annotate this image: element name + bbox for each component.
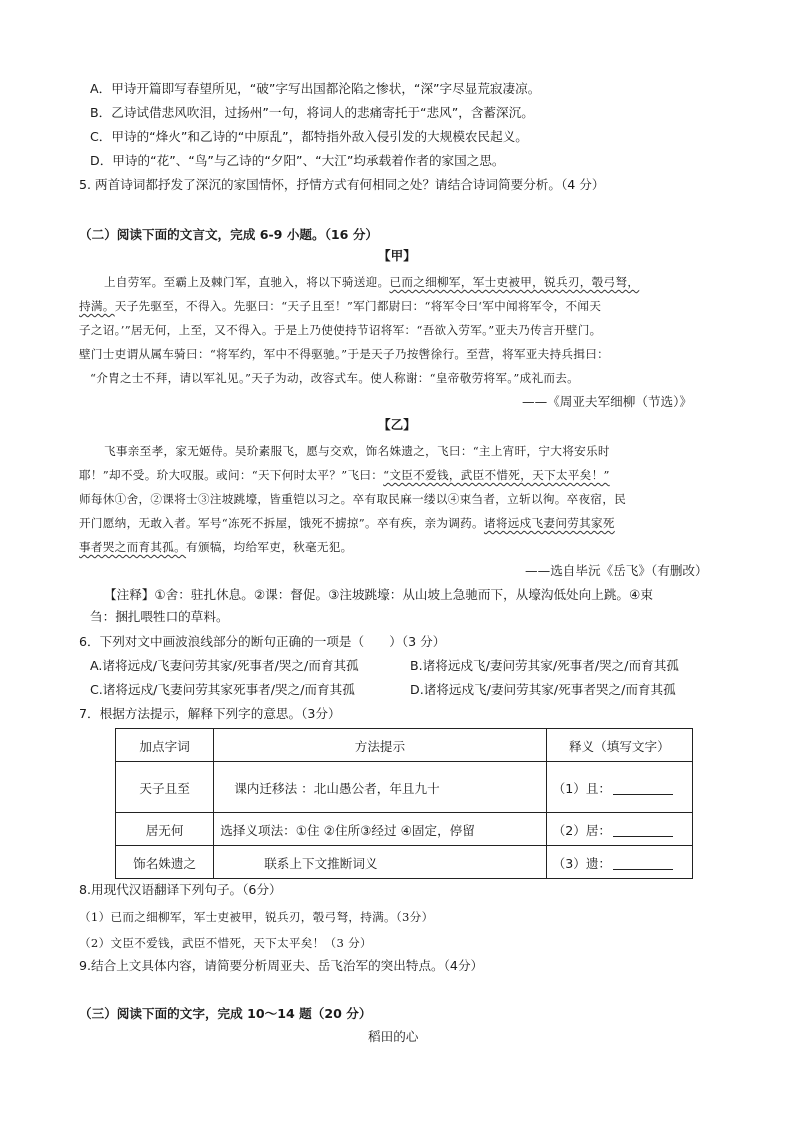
section-2-title: （二）阅读下面的文言文，完成 6-9 小题。（16 分） — [79, 227, 379, 242]
q4-option-b: B．乙诗试借悲风吹泪，过扬州”一句，将词人的悲痛寄托于“悲风”，含蓄深沉。 — [90, 105, 534, 120]
notes-line-1: 【注释】①舍：驻扎休息。②课：督促。③注坡跳壕：从山坡上急驰而下，从壕沟低处向上跳。④束 — [104, 587, 653, 602]
q6-option-d: D.诸将远戍飞/妻问劳其家/死事者哭之/而育其孤 — [410, 682, 676, 697]
q8-sentence-2: （2）文臣不爱钱，武臣不惜死，天下太平矣！（3 分） — [79, 936, 372, 950]
wavy-underline-b3: 事者哭之而育其孤。 — [79, 540, 187, 554]
passage-a-line-3: 子之诏。’”居无何，上至，又不得入。于是上乃使使持节诏将军：“吾欲入劳军。”亚夫乃传言开壁门。 — [79, 323, 602, 337]
q6-option-b: B.诸将远戍飞/妻问劳其家/死事者/哭之/而育其孤 — [410, 658, 679, 673]
passage-a-source: ——《周亚夫军细柳（节选）》 — [522, 394, 693, 409]
passage-b-line-4: 开门愿纳，无敢入者。军号“冻死不拆屋，饿死不掳掠”。卒有疾，亲为调药。诸将远戍飞妻问劳其家死 — [79, 516, 615, 530]
section-3-passage-title: 稻田的心 — [368, 1029, 419, 1044]
answer-cell[interactable]: （3）遗： — [546, 846, 692, 879]
passage-a-line-4: 壁门士吏谓从属车骑曰：“将军约，军中不得驱驰。”于是天子乃按辔徐行。至营，将军亚夫持兵揖曰： — [79, 347, 609, 361]
method-table — [115, 728, 693, 879]
method-cell: 课内迁移法 ：北山愚公者，年且九十 — [214, 762, 546, 813]
question-5: 5. 两首诗词都抒发了深沉的家国情怀，抒情方式有何相同之处？请结合诗词简要分析。（4 分） — [79, 177, 605, 192]
passage-a-heading: 【甲】 — [378, 248, 416, 263]
q6-option-c: C.诸将远戍/飞妻问劳其家死事者/哭之/而育其孤 — [90, 682, 355, 697]
header-word: 加点字词 — [116, 729, 214, 762]
answer-blank[interactable] — [613, 782, 673, 795]
passage-b-line-2: 耶！”却不受。玠大叹服。或问：“天下何时太平？”飞曰：“文臣不爱钱，武臣不惜死，天下太平矣！” — [79, 468, 610, 482]
table-header-row — [116, 729, 693, 762]
method-cell: 选择义项法：①住 ②住所③经过 ④固定，停留 — [214, 813, 546, 846]
notes-line-2: 刍：捆扎喂牲口的草料。 — [90, 609, 229, 624]
question-7-stem: 7．根据方法提示，解释下列字的意思。（3分） — [79, 706, 341, 721]
wavy-underline-a1: 已而之细柳军，军士吏被甲，锐兵刃，彀弓弩， — [389, 275, 640, 289]
q4-option-d: D．甲诗的“花”、“鸟”与乙诗的“夕阳”、“大江”均承载着作者的家国之思。 — [90, 153, 505, 168]
q4-option-c: C．甲诗的“烽火”和乙诗的“中原乱”，都特指外敌入侵引发的大规模农民起义。 — [90, 129, 528, 144]
answer-blank[interactable] — [613, 857, 673, 870]
passage-a-line-2: 持满。天子先驱至，不得入。先驱曰：“天子且至！”军门都尉曰：“将军令曰‘军中闻将军令，不闻天 — [79, 299, 602, 313]
word-cell: 天子且至 — [116, 762, 214, 813]
wavy-underline-b2: 诸将远戍飞妻问劳其家死 — [483, 516, 615, 530]
passage-b-line-3: 师每休①舍，②课将士③注坡跳壕，皆重铠以习之。卒有取民麻一缕以④束刍者，立斩以徇。卒夜宿，民 — [79, 492, 627, 506]
word-cell: 居无何 — [116, 813, 214, 846]
header-method: 方法提示 — [214, 729, 546, 762]
q4-option-a: A．甲诗开篇即写春望所见，“破”字写出国都沦陷之惨状，“深”字尽显荒寂凄凉。 — [90, 81, 541, 96]
answer-cell[interactable]: （2）居： — [546, 813, 692, 846]
question-6-stem: 6．下列对文中画波浪线部分的断句正确的一项是（ ）（3 分） — [79, 634, 446, 649]
answer-cell[interactable]: （1）且： — [546, 762, 692, 813]
question-9: 9.结合上文具体内容，请简要分析周亚夫、岳飞治军的突出特点。（4分） — [79, 958, 484, 973]
method-cell: 联系上下文推断词义 — [214, 846, 546, 879]
answer-blank[interactable] — [613, 824, 673, 837]
passage-a-line-1: 上自劳军。至霸上及棘门军，直驰入，将以下骑送迎。已而之细柳军，军士吏被甲，锐兵刃，彀弓弩， — [104, 275, 640, 289]
table-row — [116, 762, 693, 813]
passage-b-line-1: 飞事亲至孝，家无姬侍。吴玠素服飞，愿与交欢，饰名姝遗之，飞曰：“主上宵旰，宁大将安乐时 — [104, 444, 610, 458]
passage-b-heading: 【乙】 — [378, 417, 416, 432]
wavy-underline-a2: 持满。 — [79, 299, 115, 313]
passage-b-source: ——选自毕沅《岳飞》（有删改） — [525, 563, 708, 578]
q8-sentence-1: （1）已而之细柳军，军士吏被甲，锐兵刃，彀弓弩，持满。（3分） — [79, 910, 434, 924]
question-8-stem: 8.用现代汉语翻译下列句子。（6分） — [79, 882, 282, 897]
q6-option-a: A.诸将远戍/飞妻问劳其家/死事者/哭之/而育其孤 — [90, 658, 359, 673]
passage-b-line-5: 事者哭之而育其孤。有颁犒，均给军吏，秋毫无犯。 — [79, 540, 353, 554]
word-cell: 饰名姝遗之 — [116, 846, 214, 879]
section-3-title: （三）阅读下面的文字，完成 10～14 题（20 分） — [79, 1006, 372, 1021]
passage-a-line-5: “介胄之士不拜，请以军礼见。”天子为动，改容式车。使人称谢：“皇帝敬劳将军。”成礼而去。 — [90, 371, 580, 385]
table-row — [116, 813, 693, 846]
header-answer: 释义（填写文字） — [546, 729, 692, 762]
wavy-underline-b1: “文臣不爱钱，武臣不惜死，天下太平矣！” — [383, 468, 610, 482]
table-row — [116, 846, 693, 879]
